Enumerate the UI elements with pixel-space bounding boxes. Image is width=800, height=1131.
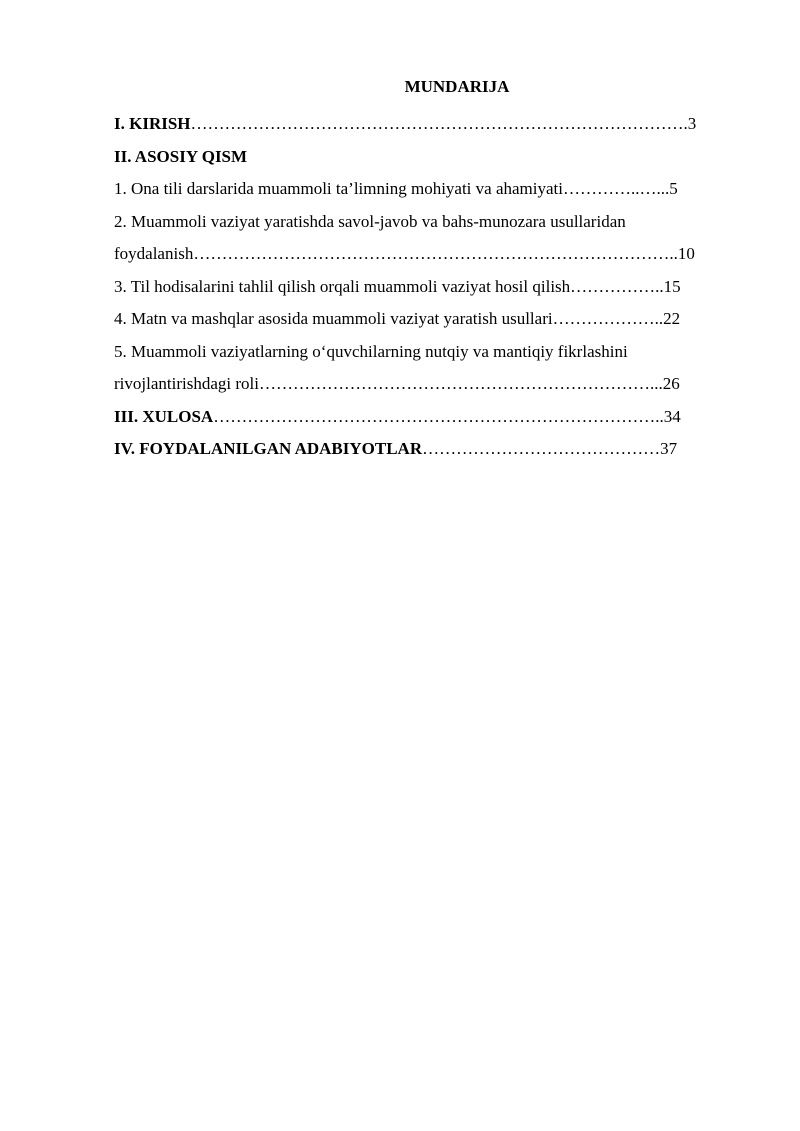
toc-entry-label: II. ASOSIY QISM [114, 146, 248, 166]
toc-entry-leader: …………..…... [562, 179, 670, 198]
toc-entry-leader: …………….. [570, 276, 664, 296]
toc-entry-xulosa [114, 401, 741, 434]
toc-entry-leader: ……………………………………………………………………………. [190, 114, 688, 133]
toc-entry-label: 2. Muammoli vaziyat yaratishda savol-javob va bahs-munozara usullaridan [114, 211, 626, 231]
toc-entry-page: 37 [660, 439, 678, 458]
toc-entry-page: 34 [663, 406, 681, 426]
toc-entry [114, 336, 741, 369]
toc-entry [114, 271, 741, 304]
toc-entry-leader: ……………….. [552, 309, 664, 328]
toc-entry-leader: ……………………………………………………………... [258, 374, 663, 393]
toc-entry-label: 4. Matn va mashqlar asosida muammoli vaziyat yaratish usullari [114, 309, 553, 328]
toc-entry-label: III. XULOSA [114, 406, 214, 426]
toc-entry [114, 173, 741, 206]
toc-entry-page: 3 [687, 114, 697, 133]
toc-section-heading [114, 141, 741, 174]
toc-entry-label: 1. Ona tili darslarida muammoli ta’limning mohiyati va ahamiyati [114, 179, 563, 198]
toc-entry [114, 238, 741, 271]
toc-entry-label: IV. FOYDALANILGAN ADABIYOTLAR [114, 439, 423, 458]
toc-entry [114, 303, 741, 336]
toc-entry-leader: …………………………………… [422, 439, 661, 458]
toc-entry-adabiyotlar [114, 433, 741, 466]
toc-entry-page: 22 [663, 309, 681, 328]
toc-entry-label: foydalanish [114, 244, 194, 263]
page-title: MUNDARIJA [404, 77, 510, 96]
toc-entry-label: rivojlantirishdagi roli [114, 374, 259, 393]
table-of-contents [114, 108, 741, 466]
toc-entry-kirish [114, 108, 741, 141]
toc-entry-page: 10 [677, 244, 695, 263]
toc-entry-leader: ………………………………………………………………………….. [193, 244, 678, 263]
toc-entry-label: 5. Muammoli vaziyatlarning o‘quvchilarning nutqiy va mantiqiy fikrlashini [114, 341, 628, 361]
toc-entry-label: I. KIRISH [114, 114, 191, 133]
toc-entry [114, 368, 741, 401]
toc-entry-label: 3. Til hodisalarini tahlil qilish orqali muammoli vaziyat hosil qilish [114, 276, 571, 296]
toc-entry-page: 26 [662, 374, 680, 393]
toc-entry [114, 206, 741, 239]
toc-entry-leader: …………………………………………………………………….. [213, 406, 664, 426]
toc-entry-page: 5 [669, 179, 678, 198]
toc-entry-page: 15 [663, 276, 681, 296]
